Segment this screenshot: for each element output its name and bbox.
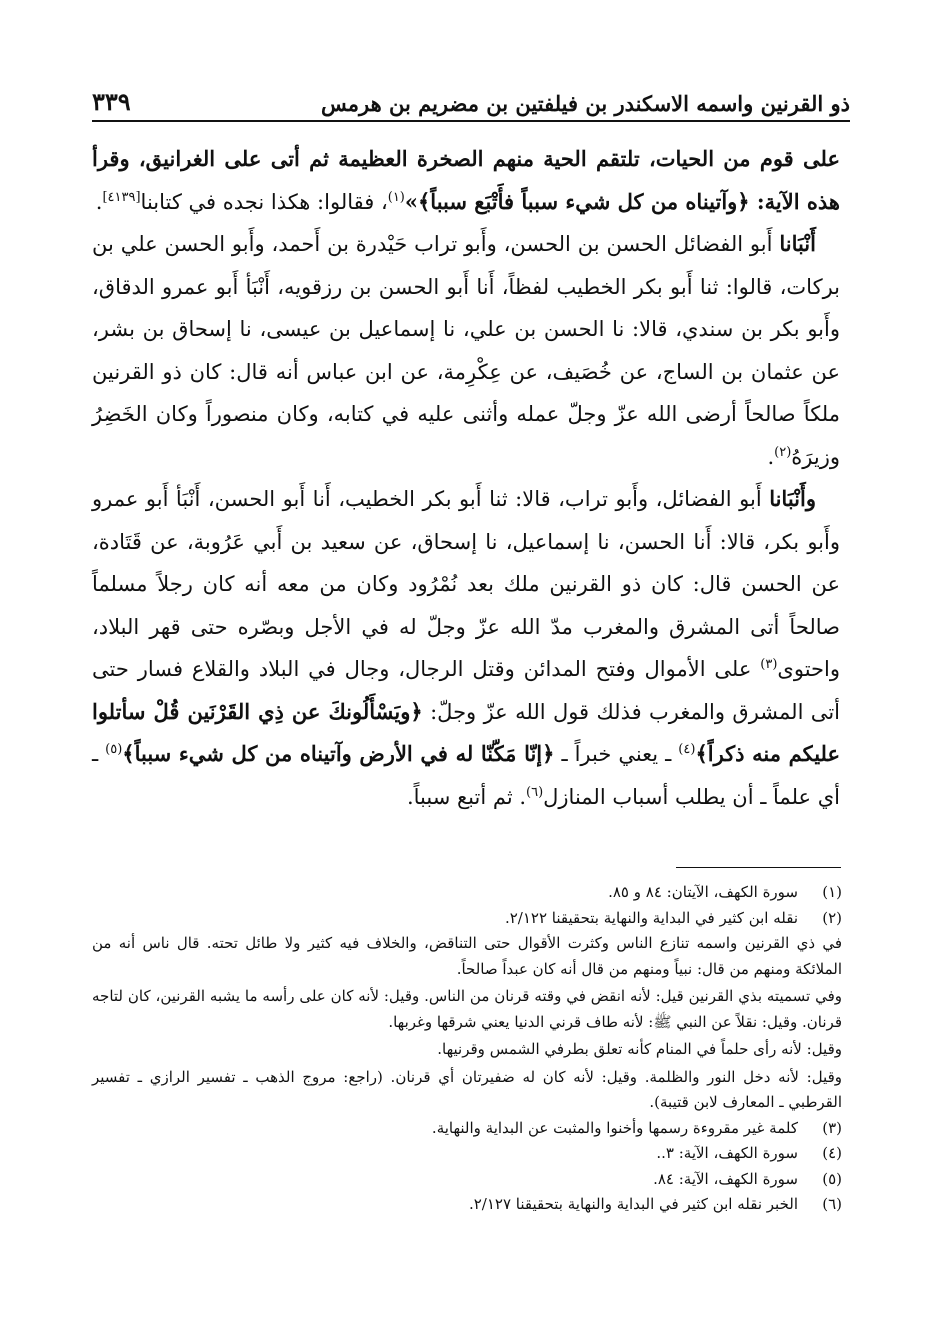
paragraph-3-text: أَبو الفضائل، وأَبو تراب، قالا: ثنا أَبو بكر الخطيب، أَنا أَبو الحسن، أَنْبَأ أَبو عمرو وأَبو بكر، قالا: أَنا الحسن، نا إسماعيل، نا إسحاق، عن سعيد بن أَبي عَرُوبة، عن قَتَادة، عن الحسن قال: كان ذو القرنين ملك بعد نُمْرُود وكان من معه أنه كان رجلاً مسلماً صالحاً أتى المشرق والمغرب مدّ الله عزّ وجلّ له في الأجل وبصّره حتى قهر البلاد، واحتوى: [92, 487, 840, 681]
footnote-ref-6: (٦): [526, 784, 544, 800]
paragraph-1-text-3: .: [95, 189, 103, 214]
footnote-number: (٥): [822, 1169, 842, 1188]
footnote-number: (٢): [822, 908, 842, 927]
footnote-ref-4: (٤): [678, 742, 696, 757]
footnote-ref-2: (٢): [774, 444, 792, 460]
footnote-number: (١): [822, 883, 842, 901]
footnote-separator: [676, 867, 841, 868]
footnote-2: [92, 906, 842, 932]
running-title: ذو القرنين واسمه الاسكندر بن فيلفتين بن مضريم بن هرمس: [320, 91, 850, 116]
footnote-2-commentary-1: في ذي القرنين واسمه تنازع الناس وكثرت الأقوال حتى التناقض، والخلاف فيه كثير ولا طائل تحته. قال ناس أنه من الملائكة ومنهم من قال: نبياً ومنهم من قال أنه كان عبداً صالحاً.: [92, 934, 843, 978]
paragraph-1-text: على قوم من الحيات، تلتقم الحية منهم الصخرة العظيمة ثم أتى على الغرانيق، وقرأ هذه الآية: ﴿وآتيناه من كل شيء سبباً فأَتْبَع سبباً﴾»: [92, 146, 840, 214]
footnote-ref-5: (٥): [105, 742, 123, 757]
footnote-2-commentary-4: وقيل: لأنه دخل النور والظلمة. وقيل: لأنه كان له ضفيرتان أي قرنان. (راجع: مروج الذهب ـ تفسير الرازي ـ تفسير القرطبي ـ المعارف لابن قتيبة).: [92, 1067, 842, 1111]
running-header: [92, 78, 850, 122]
paragraph-3: [92, 478, 840, 818]
main-text: [92, 138, 840, 818]
paragraph-3-text-5: . ثم أتبع سبباً.: [406, 784, 527, 809]
footnote-ref-1: (١): [387, 189, 405, 205]
paragraph-2-end: .: [767, 444, 775, 469]
paragraph-2-text: أَبو الفضائل الحسن بن الحسن، وأَبو تراب حَيْدرة بن أَحمد، وأَبو الحسن علي بن بركات، قالوا: ثنا أَبو بكر الخطيب لفظاً، أَنا أَبو الحسن بن رزقويه، أَنْبَأ أَبو عمرو الدقاق، وأَبو بكر بن سندي، قالا: نا الحسن بن علي، نا إسماعيل بن عيسى، نا إسحاق بن بشر، عن عثمان بن الساج، عن خُصَيف، عن عِكْرِمة، عن ابن عباس أنه قال: كان ذو القرنين ملكاً صالحاً أرضى الله عزّ وجلّ عمله وأثنى عليه في كتابه، وكان منصوراً وكان الخَضِرُ وزيرَهُ: [92, 232, 840, 469]
footnote-2-commentary-2: وفي تسميته بذي القرنين قيل: لأنه انقض في وقته قرنان من الناس. وقيل: لأنه كان على رأسه ما يشبه القرنين، كان لتاجه قرنان. وقيل: نقلاً عن النبي ﷺ: لأنه طاف قرني الدنيا يعني شرقها وغربها.: [92, 987, 842, 1031]
footnote-5: [92, 1167, 842, 1193]
paragraph-3-text-4: ـ أي علماً ـ أن يطلب أسباب المنازل: [92, 742, 840, 809]
footnote-6: [92, 1192, 842, 1218]
footnote-text: سورة الكهف، الآية: ٨٤.: [653, 1169, 798, 1188]
hadith-number: [٤١٣٩]: [102, 189, 141, 205]
paragraph-1: [92, 138, 840, 223]
footnote-text: الخبر نقله ابن كثير في البداية والنهاية بتحقيقنا ٢/١٢٧.: [468, 1195, 798, 1213]
paragraph-1-text-2: ، فقالوا: هكذا نجده في كتابنا: [140, 189, 388, 214]
quran-quote-2: ﴿إنّا مَكّنّا له في الأرض وآتيناه من كل شيء سبباً﴾: [122, 741, 555, 766]
paragraph-3-text-3: ـ يعني خبراً ـ: [554, 742, 679, 766]
footnote-text: نقله ابن كثير في البداية والنهاية بتحقيقنا ٢/١٢٢.: [504, 908, 798, 927]
footnote-text: سورة الكهف، الآية: ٣..: [656, 1144, 798, 1162]
footnote-4: [92, 1141, 842, 1167]
footnote-3: [92, 1116, 842, 1142]
paragraph-3-text-2: على الأموال وفتح المدائن وقتل الرجال، وجال في البلاد والقلاع فسار حتى أتى المشرق والمغرب فذلك قول الله عزّ وجلّ:: [92, 657, 840, 724]
footnote-text: سورة الكهف، الآيتان: ٨٤ و ٨٥.: [608, 883, 798, 901]
footnotes: [92, 880, 842, 1218]
footnote-number: (٦): [822, 1195, 842, 1213]
footnote-2-commentary-3: وقيل: لأنه رأى حلماً في المنام كأنه تعلق بطرفي الشمس وقرنيها.: [437, 1040, 842, 1058]
paragraph-2: [92, 223, 840, 478]
footnote-1: [92, 880, 842, 906]
footnote-number: (٤): [822, 1144, 842, 1162]
quran-quote-1: ﴿ويَسْأَلُونكَ عن ذِي القَرْنَين قُلْ سأتلوا عليكم منه ذكراً﴾: [92, 698, 841, 766]
footnote-number: (٣): [822, 1118, 842, 1137]
paragraph-2-lead: أَنْبَانا: [779, 231, 816, 256]
footnote-ref-3: (٣): [760, 657, 778, 672]
paragraph-3-lead: وأَنْبَانا: [769, 486, 816, 511]
page-number: ٣٣٩: [92, 87, 131, 116]
footnote-text: كلمة غير مقروءة رسمها وأخنوا والمثبت عن البداية والنهاية.: [431, 1118, 798, 1137]
